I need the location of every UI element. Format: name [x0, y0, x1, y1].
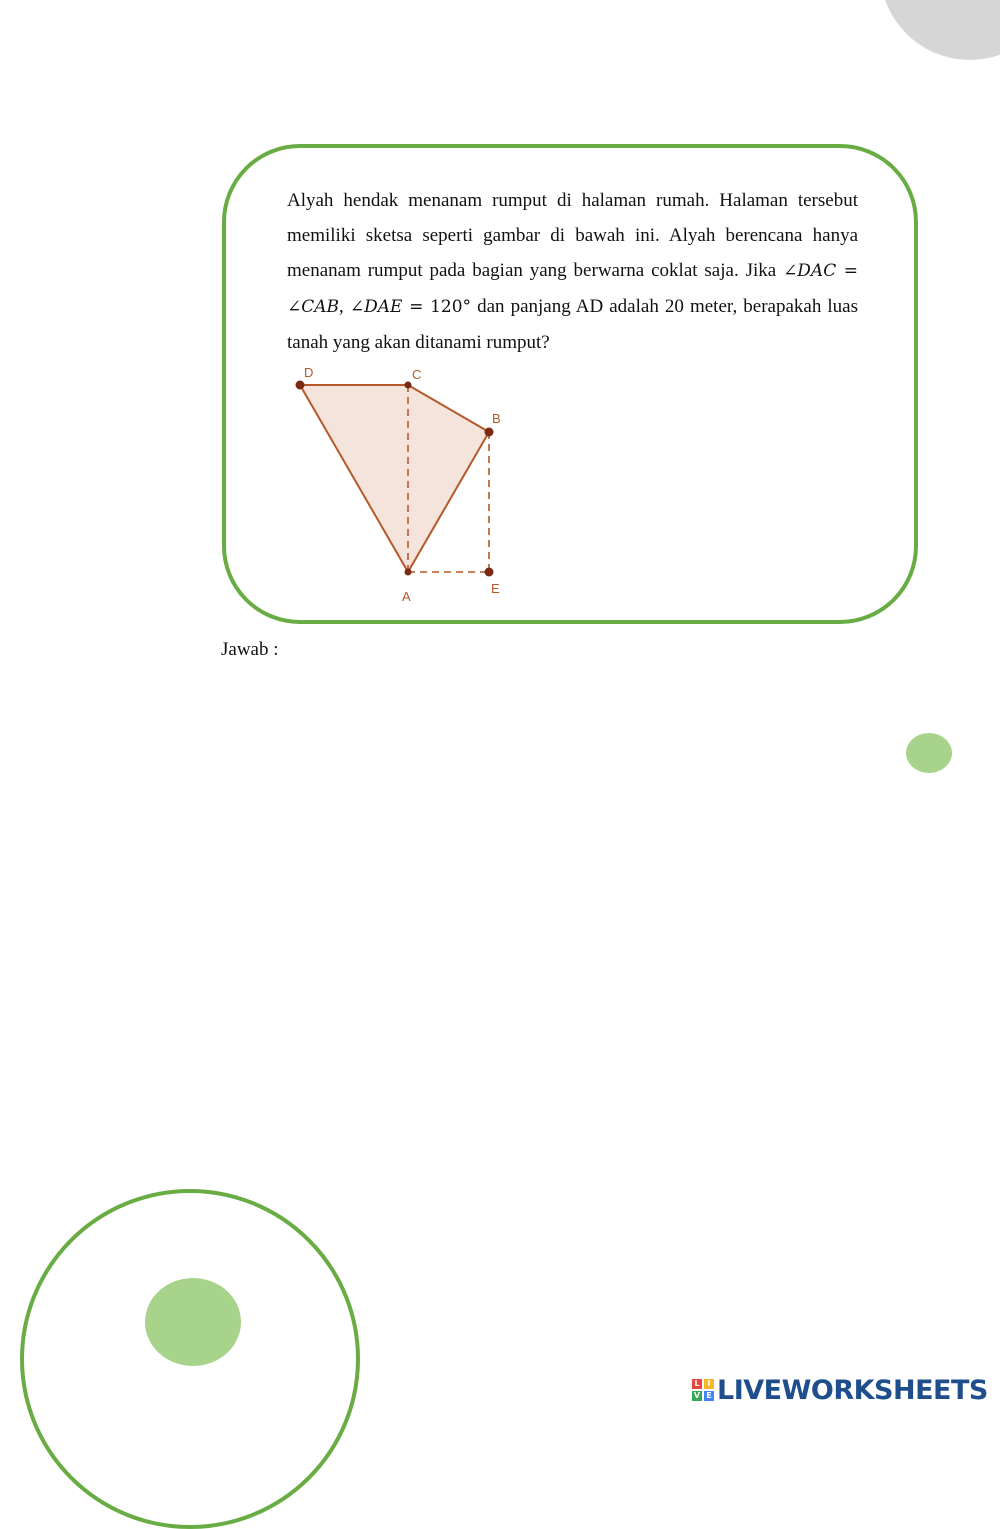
- decorative-ring-top-right: [880, 0, 1000, 60]
- point-a: [405, 569, 412, 576]
- label-a: A: [402, 589, 411, 604]
- brown-region: [300, 385, 489, 572]
- math-angle-dac: ∠DAC =: [783, 261, 858, 281]
- point-e: [485, 568, 494, 577]
- brand-name: LIVEWORKSHEETS: [717, 1374, 988, 1406]
- liveworksheets-brand: [692, 1372, 988, 1408]
- logo-letter-l: L: [692, 1379, 702, 1389]
- yard-sketch-figure: [280, 360, 520, 610]
- question-text-part-3: dan panjang AD adalah 20 meter, berapakah luas tanah yang akan ditanami rumput?: [287, 296, 858, 353]
- math-angle-cab: ∠CAB: [287, 297, 340, 317]
- question-text-part-2: ,: [339, 296, 350, 317]
- decorative-dot-right: [906, 733, 952, 773]
- math-angle-dae: ∠DAE: [349, 297, 403, 317]
- answer-label: Jawab :: [221, 639, 279, 660]
- decorative-blob-bottom-left: [145, 1278, 241, 1366]
- label-e: E: [491, 581, 500, 596]
- point-d: [296, 381, 305, 390]
- liveworksheets-logo-icon: [692, 1379, 714, 1401]
- math-angle-value: = 120°: [402, 297, 472, 317]
- logo-letter-i: I: [704, 1379, 714, 1389]
- question-text-part-1: Alyah hendak menanam rumput di halaman rumah. Halaman tersebut memiliki sketsa seperti gambar di bawah ini. Alyah berencana hanya menanam rumput pada bagian yang berwarna coklat saja. Jika: [287, 190, 858, 281]
- point-b: [485, 428, 494, 437]
- point-c: [405, 382, 412, 389]
- label-d: D: [304, 365, 314, 380]
- logo-letter-v: V: [693, 1391, 701, 1400]
- label-b: B: [492, 411, 501, 426]
- question-text: [287, 183, 858, 360]
- label-c: C: [412, 367, 422, 382]
- logo-letter-e: E: [704, 1391, 714, 1401]
